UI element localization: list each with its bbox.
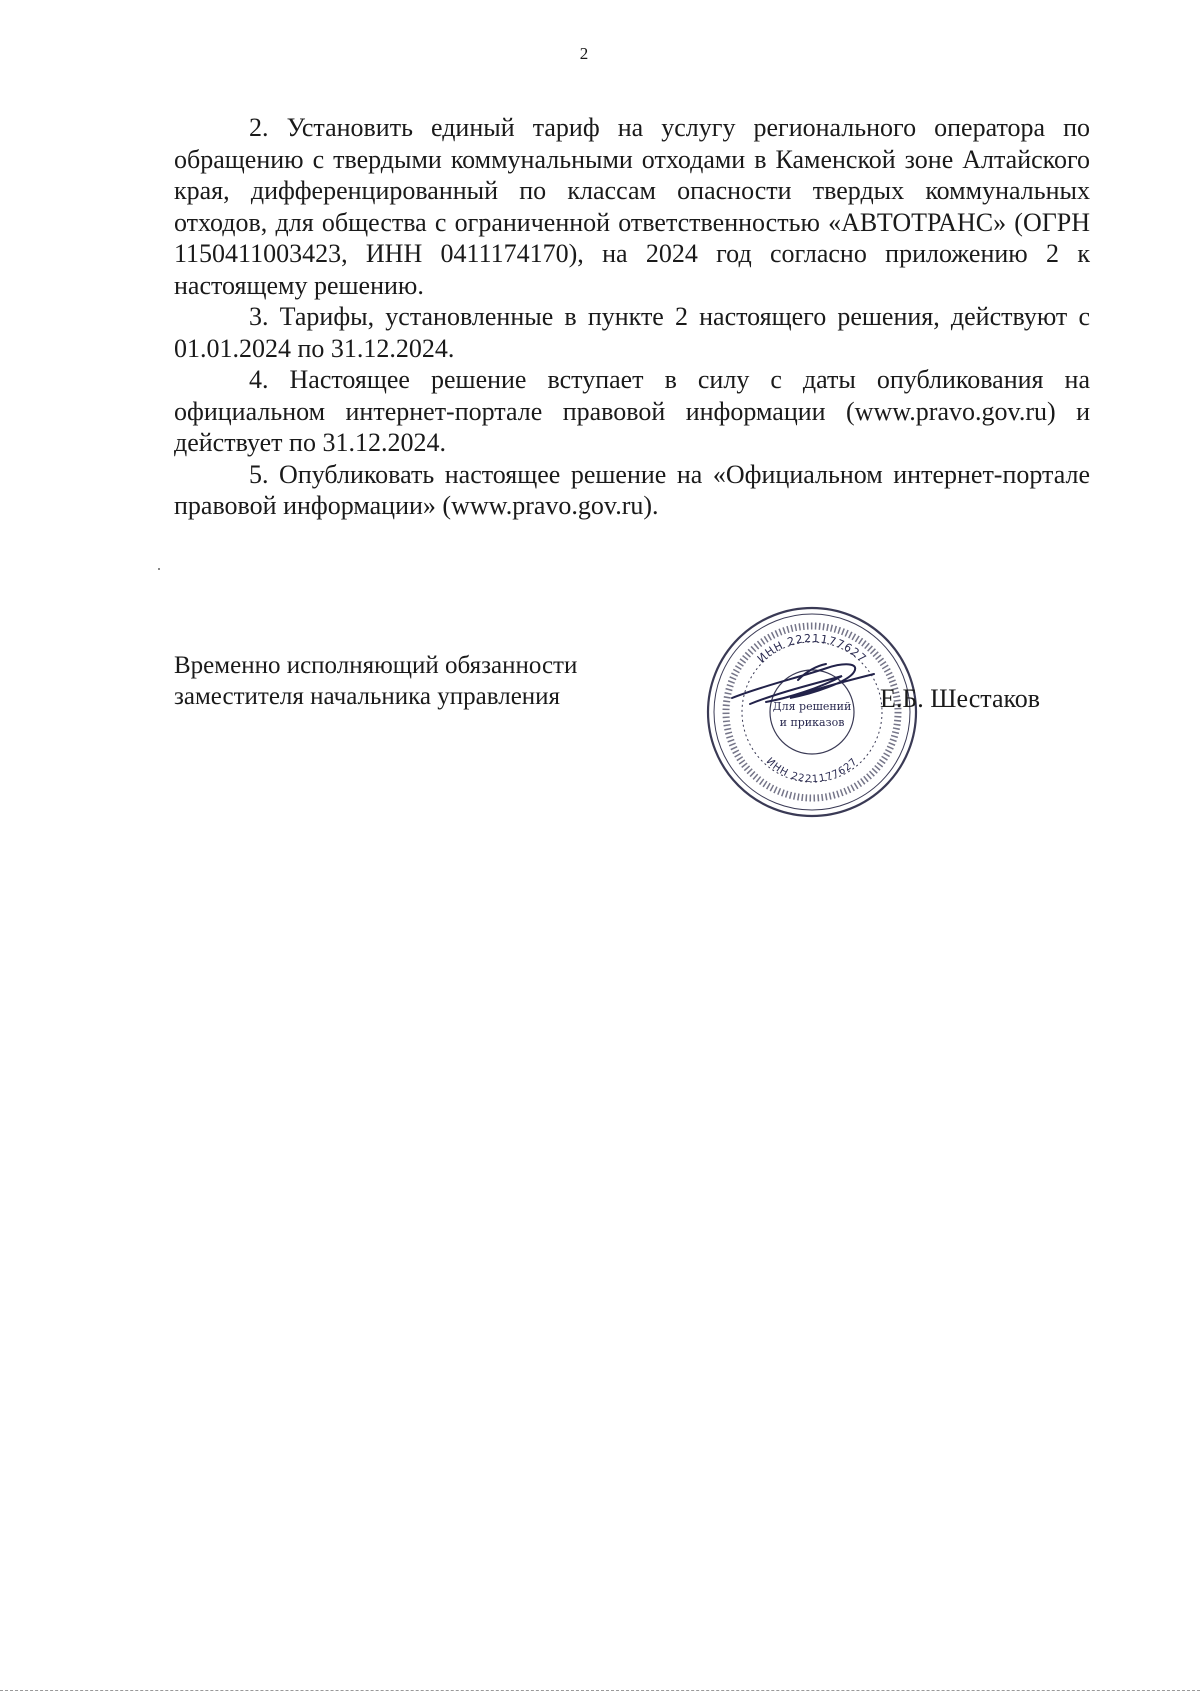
seal-inn-text-bottom: ИНН 2221177627 [763, 755, 861, 786]
position-line-2: заместителя начальника управления [174, 683, 561, 710]
svg-text:ИНН 2221177627 [764, 756, 860, 785]
scan-artifact [158, 568, 160, 570]
handwritten-signature [732, 664, 874, 704]
paragraph-2: 2. Установить единый тариф на услугу регионального оператора по обращению с твердыми коммунальными отходами в Каменской зоне Алтайского края, дифференцированный по классам опасности твердых коммунальных отходов, для общества с ограниченной ответственностью «АВТОТРАНС» (ОГРН 1150411003423, ИНН 0411174170), на 2024 год согласно приложению 2 к настоящему решению. [174, 113, 1090, 300]
paragraph-3: 3. Тарифы, установленные в пункте 2 настоящего решения, действуют с 01.01.2024 по 31.12.2024. [174, 302, 1090, 363]
svg-text:ИНН 2221177627 [755, 632, 869, 666]
signatory-name: Е.Б. Шестаков [880, 684, 1041, 713]
position-line-1: Временно исполняющий обязанности [174, 652, 578, 679]
signatory-position [174, 650, 577, 712]
paragraph-4: 4. Настоящее решение вступает в силу с даты опубликования на официальном интернет-портале правовой информации (www.pravo.gov.ru) и действует по 31.12.2024. [174, 365, 1090, 457]
page-number: 2 [579, 44, 589, 63]
paragraph-5: 5. Опубликовать настоящее решение на «Официальном интернет-портале правовой информации» (www.pravo.gov.ru). [174, 459, 1090, 520]
scan-bottom-edge [0, 1690, 1200, 1691]
seal-center-line-1: Для решений [772, 700, 852, 713]
document-body [174, 112, 1090, 522]
seal-inn-text: ИНН 2221177627 [754, 631, 870, 666]
seal-center-line-2: и приказов [779, 716, 845, 729]
